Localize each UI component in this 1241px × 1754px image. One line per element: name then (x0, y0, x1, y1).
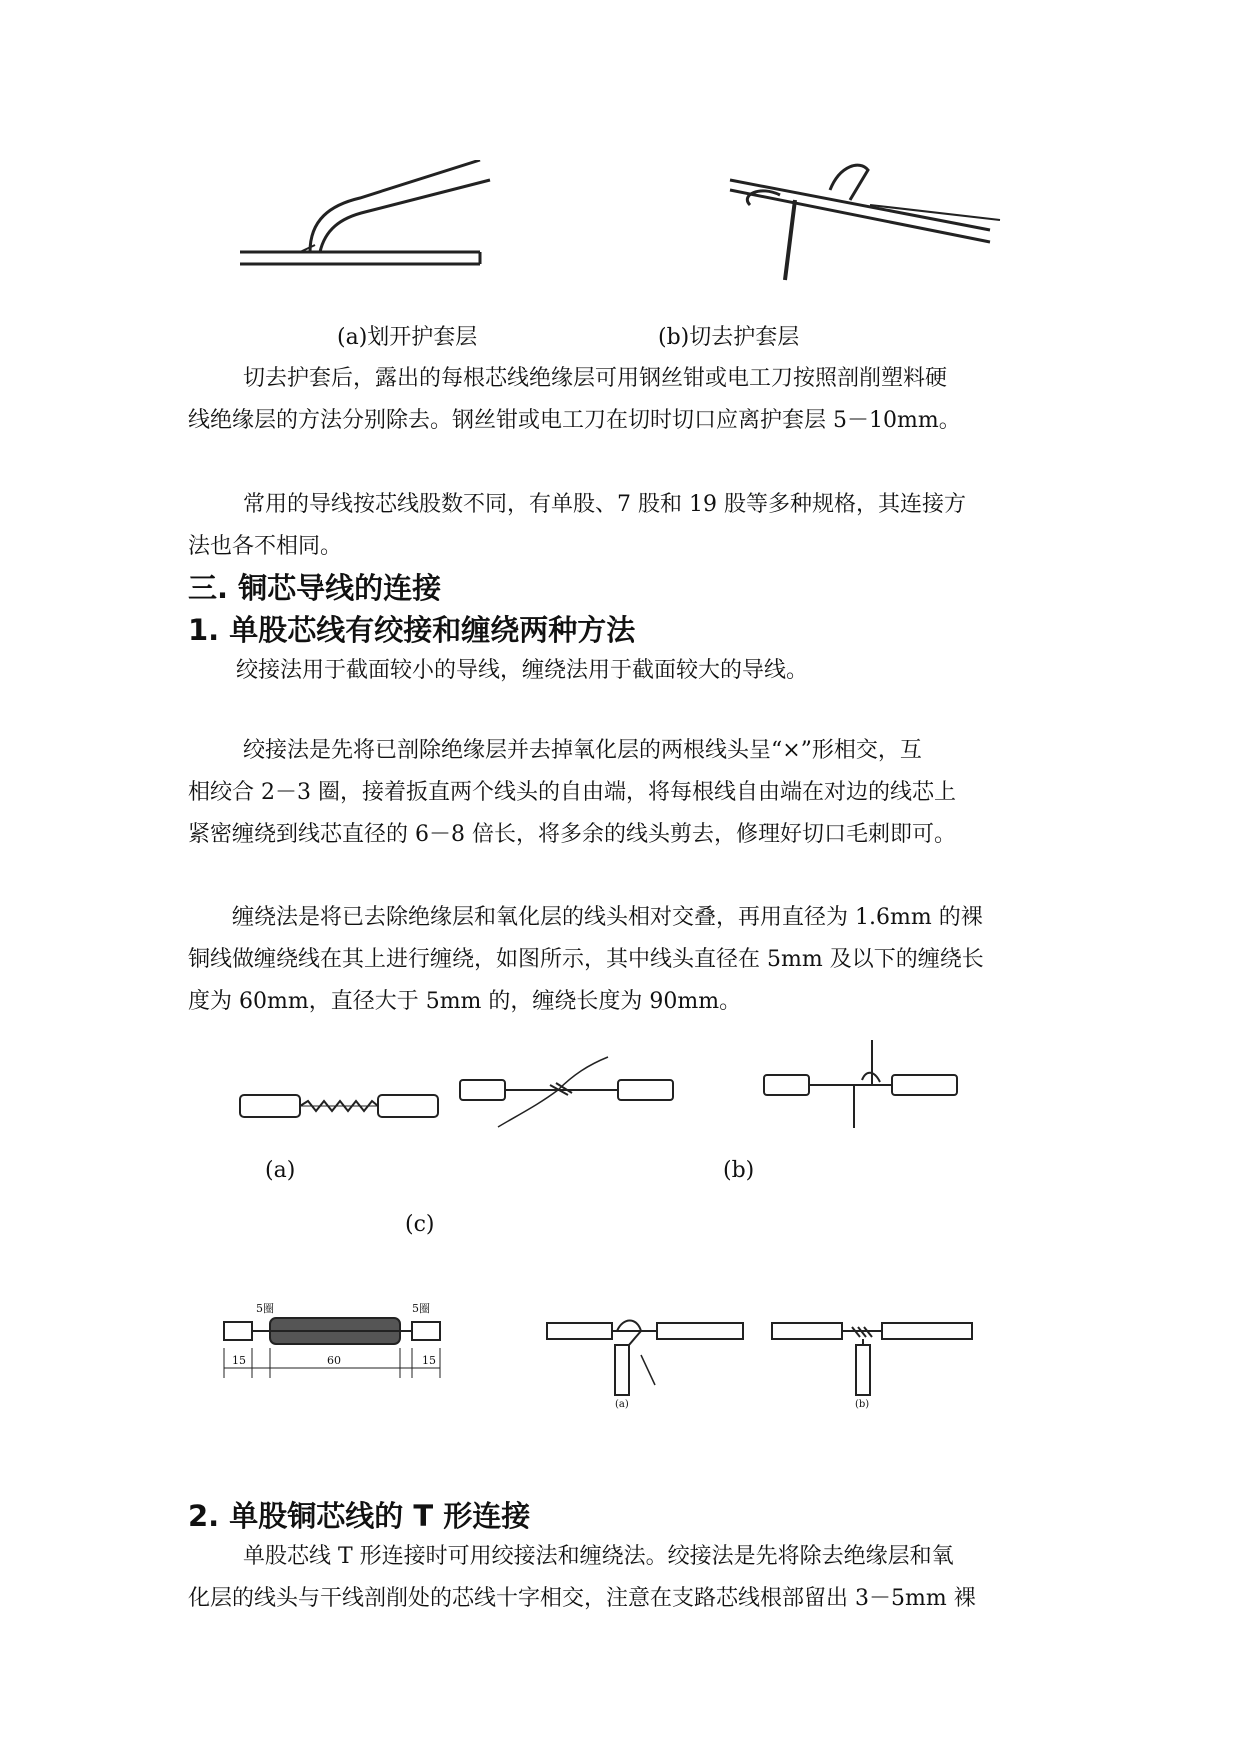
paragraph-line: 铜线做缠绕线在其上进行缠绕，如图所示，其中线头直径在 5mm 及以下的缠绕长 (188, 947, 984, 972)
caption-slit-sheath: (a)划开护套层 (337, 325, 478, 350)
figure-label-c: (c) (405, 1212, 435, 1237)
paragraph-twist-method (188, 730, 1058, 856)
paragraph-line: 紧密缠绕到线芯直径的 6－8 倍长，将多余的线头剪去，修理好切口毛刺即可。 (188, 822, 956, 847)
caption-cut-sheath: (b)切去护套层 (658, 325, 800, 350)
figure-twist-joint (238, 1085, 443, 1125)
subsection-heading-single-strand: 1. 单股芯线有绞接和缠绕两种方法 (188, 613, 636, 647)
paragraph-line: 绞接法用于截面较小的导线，缠绕法用于截面较大的导线。 (236, 658, 809, 683)
paragraph-line: 单股芯线 T 形连接时可用绞接法和缠绕法。绞接法是先将除去绝缘层和氧 (243, 1544, 954, 1569)
figure-wrap-dimensions (212, 1300, 462, 1385)
turns-label-right: 5圈 (412, 1302, 430, 1315)
figure-label-b: (b) (723, 1158, 755, 1183)
paragraph-t-joint (188, 1536, 1058, 1620)
paragraph-line: 常用的导线按芯线股数不同，有单股、7 股和 19 股等多种规格，其连接方 (243, 492, 966, 517)
paragraph-line: 法也各不相同。 (188, 534, 343, 559)
subfigure-label-a: (a) (615, 1399, 629, 1410)
paragraph-line: 相绞合 2－3 圈，接着扳直两个线头的自由端，将每根线自由端在对边的线芯上 (188, 780, 956, 805)
subsection-heading-t-joint: 2. 单股铜芯线的 T 形连接 (188, 1499, 531, 1533)
turns-label-left: 5圈 (256, 1302, 274, 1315)
t-joint-b-drawing (770, 1315, 975, 1415)
t-joint-a-drawing (545, 1315, 745, 1415)
paragraph-line: 化层的线头与干线剖削处的芯线十字相交，注意在支路芯线根部留出 3－5mm 裸 (188, 1586, 976, 1611)
paragraph-remove-insulation (188, 358, 1058, 442)
paragraph-line: 线绝缘层的方法分别除去。钢丝钳或电工刀在切时切口应离护套层 5－10mm。 (188, 408, 961, 433)
figure-twist-start (458, 1055, 678, 1130)
paragraph-line: 绞接法是先将已剖除绝缘层并去掉氧化层的两根线头呈“×”形相交，互 (243, 738, 922, 763)
figure-cut-sheath (720, 160, 1020, 290)
subfigure-label-b: (b) (855, 1399, 870, 1410)
dimension-middle: 60 (327, 1354, 341, 1367)
paragraph-line: 切去护套后，露出的每根芯线绝缘层可用钢丝钳或电工刀按照剖削塑料硬 (243, 366, 948, 391)
figure-t-joint-a (545, 1315, 745, 1415)
paragraph-method-intro (188, 650, 1058, 692)
paragraph-wrap-method (188, 897, 1058, 1023)
figure-t-joint-b (770, 1315, 975, 1415)
paragraph-line: 缠绕法是将已去除绝缘层和氧化层的线头相对交叠，再用直径为 1.6mm 的裸 (232, 905, 983, 930)
paragraph-line: 度为 60mm，直径大于 5mm 的，缠绕长度为 90mm。 (188, 989, 742, 1014)
dimension-right: 15 (422, 1354, 436, 1367)
figure-slit-sheath (240, 160, 530, 290)
figure-twist-wrap (762, 1040, 962, 1130)
dimension-left: 15 (232, 1354, 246, 1367)
paragraph-wire-specs (188, 484, 1058, 568)
section-heading: 三. 铜芯导线的连接 (188, 571, 442, 605)
figure-label-a: (a) (265, 1158, 296, 1183)
